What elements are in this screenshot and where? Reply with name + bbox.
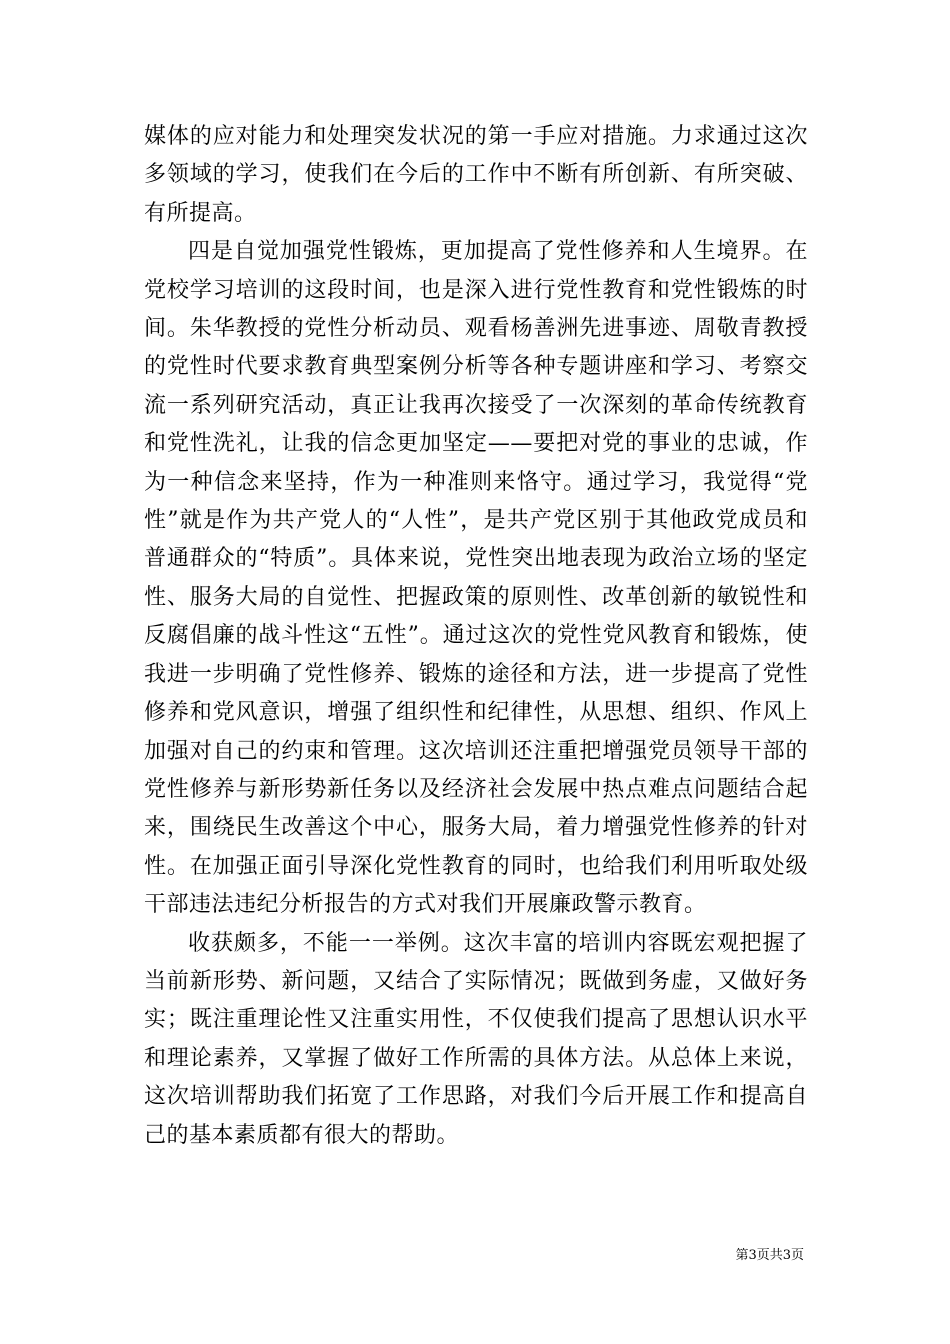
paragraph-party-spirit: 四是自觉加强党性锻炼，更加提高了党性修养和人生境界。在党校学习培训的这段时间，也是深入进行党性教育和党性锻炼的时间。朱华教授的党性分析动员、观看杨善洲先进事迹、周敬青教授的党性时代要求教育典型案例分析等各种专题讲座和学习、考察交流一系列研究活动，真正让我再次接受了一次深刻的革命传统教育和党性洗礼，让我的信念更加坚定——要把对党的事业的忠诚，作为一种信念来坚持，作为一种准则来恪守。通过学习，我觉得“党性”就是作为共产党人的“人性”，是共产党区别于其他政党成员和普通群众的“特质”。具体来说，党性突出地表现为政治立场的坚定性、服务大局的自觉性、把握政策的原则性、改革创新的敏锐性和反腐倡廉的战斗性这“五性”。通过这次的党性党风教育和锻炼，使我进一步明确了党性修养、锻炼的途径和方法，进一步提高了党性修养和党风意识，增强了组织性和纪律性，从思想、组织、作风上加强对自己的约束和管理。这次培训还注重把增强党员领导干部的党性修养与新形势新任务以及经济社会发展中热点难点问题结合起来，围绕民生改善这个中心，服务大局，着力增强党性修养的针对性。在加强正面引导深化党性教育的同时，也给我们利用听取处级干部违法违纪分析报告的方式对我们开展廉政警示教育。 bbox=[144, 239, 808, 918]
page-number: 第3页共3页 bbox=[735, 1248, 804, 1263]
paragraph-conclusion: 收获颇多，不能一一举例。这次丰富的培训内容既宏观把握了当前新形势、新问题，又结合了实际情况；既做到务虚，又做好务实；既注重理论性又注重实用性，不仅使我们提高了思想认识水平和理论素养，又掌握了做好工作所需的具体方法。从总体上来说，这次培训帮助我们拓宽了工作思路，对我们今后开展工作和提高自己的基本素质都有很大的帮助。 bbox=[144, 930, 808, 1148]
document-body bbox=[144, 118, 808, 1155]
paragraph-continuation: 媒体的应对能力和处理突发状况的第一手应对措施。力求通过这次多领域的学习，使我们在今后的工作中不断有所创新、有所突破、有所提高。 bbox=[144, 124, 808, 226]
